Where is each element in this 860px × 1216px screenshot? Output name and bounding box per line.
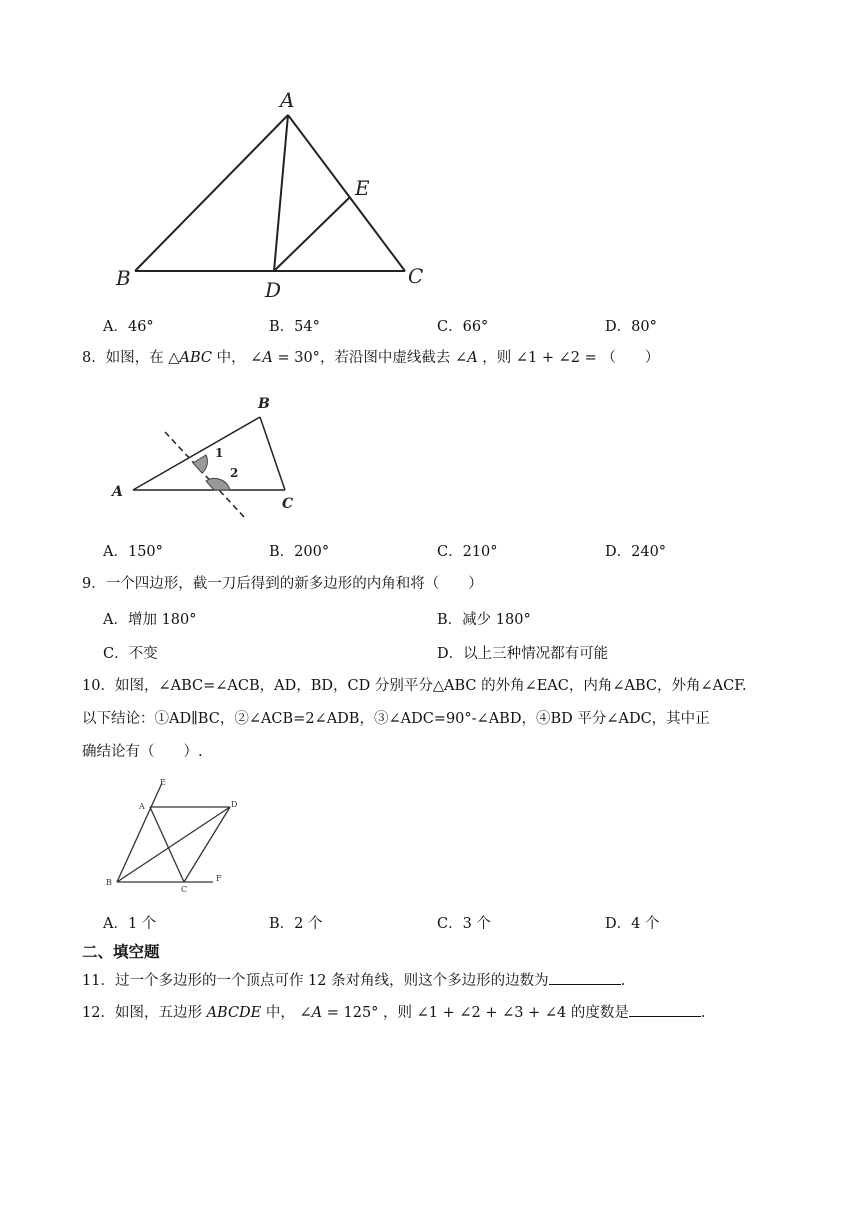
- label-d: D: [231, 800, 238, 809]
- q12-angle-symbol: ∠: [299, 1005, 312, 1021]
- segment-bc: [260, 417, 285, 490]
- label-a: A: [139, 802, 145, 811]
- segment-ad: [274, 115, 288, 271]
- q8-a: A: [262, 350, 273, 366]
- label-e: E: [160, 778, 166, 787]
- segment-ab: [133, 417, 260, 490]
- q11-end: .: [620, 973, 626, 989]
- q9-option-c[interactable]: C．不变: [103, 646, 158, 662]
- q8-text-1: 如图，在: [105, 350, 164, 366]
- q8-option-c[interactable]: C．210°: [437, 544, 498, 560]
- segment-ac: [288, 115, 405, 271]
- q7-option-c[interactable]: C．66°: [437, 319, 489, 335]
- q8-angle-symbol-2: ∠: [455, 350, 468, 366]
- q7-option-a[interactable]: A．46°: [103, 319, 154, 335]
- question-10-line-1: 10．如图，∠ABC=∠ACB，AD，BD，CD 分别平分△ABC 的外角∠EAC，内角∠ABC，外角∠ACF.: [82, 678, 747, 694]
- q8-option-d[interactable]: D．240°: [605, 544, 667, 560]
- section-title: 二、填空题: [82, 943, 160, 961]
- question-12: [82, 1002, 705, 1023]
- q8-number: 8．: [82, 350, 106, 366]
- q11-text: 11．过一个多边形的一个顶点可作 12 条对角线，则这个多边形的边数为: [82, 973, 549, 989]
- q8-triangle-symbol: △: [168, 350, 180, 366]
- q7-option-b[interactable]: B．54°: [269, 319, 320, 335]
- q10-option-c[interactable]: C．3 个: [437, 916, 491, 932]
- angle-2-marker: [206, 478, 230, 490]
- q10-option-d[interactable]: D．4 个: [605, 916, 660, 932]
- q12-text-2: 中，: [265, 1005, 295, 1021]
- q8-answer-paren: （ ）: [601, 350, 660, 366]
- q9-option-b[interactable]: B．减少 180°: [437, 612, 531, 628]
- label-b: B: [116, 266, 131, 290]
- label-a: A: [280, 88, 295, 112]
- q8-expression: ∠1 + ∠2 =: [515, 350, 597, 366]
- label-b: B: [106, 878, 112, 887]
- label-a: A: [112, 484, 123, 500]
- q9-option-d[interactable]: D．以上三种情况都有可能: [437, 646, 609, 662]
- triangle-cut-figure: [100, 390, 320, 520]
- question-10-line-3: 确结论有（ ）.: [82, 744, 203, 760]
- label-c: C: [408, 264, 424, 288]
- q12-expression: ∠1 + ∠2 + ∠3 + ∠4: [416, 1005, 567, 1021]
- question-8: [82, 348, 659, 368]
- q12-answer-blank[interactable]: [629, 1002, 701, 1017]
- question-11: [82, 970, 625, 991]
- label-angle-1: 1: [215, 446, 224, 460]
- q8-text-3: ，若沿图中虚线截去: [319, 350, 451, 366]
- triangle-abc-figure: [100, 85, 440, 300]
- q8-text-4: ，则: [482, 350, 512, 366]
- segment-ab: [135, 115, 288, 271]
- label-e: E: [355, 176, 370, 200]
- segment-dc: [184, 807, 230, 882]
- q8-a-2: A: [467, 350, 478, 366]
- q12-text-1: 12．如图，五边形: [82, 1005, 202, 1021]
- q12-text-4: 的度数是: [570, 1005, 629, 1021]
- segment-ac: [150, 807, 184, 882]
- q8-option-b[interactable]: B．200°: [269, 544, 330, 560]
- q10-option-b[interactable]: B．2 个: [269, 916, 323, 932]
- q9-option-a[interactable]: A．增加 180°: [103, 612, 197, 628]
- q12-abcde: ABCDE: [206, 1005, 262, 1021]
- q7-option-d[interactable]: D．80°: [605, 319, 657, 335]
- parallel-figure: [100, 775, 260, 895]
- label-f: F: [216, 874, 222, 883]
- question-9: 9．一个四边形，截一刀后得到的新多边形的内角和将（ ）: [82, 576, 483, 592]
- label-angle-2: 2: [230, 466, 239, 480]
- q8-text-2: 中，: [216, 350, 246, 366]
- q12-value: = 125°: [322, 1005, 379, 1021]
- label-b: B: [258, 396, 270, 412]
- label-c: C: [282, 496, 294, 512]
- q8-option-a[interactable]: A．150°: [103, 544, 163, 560]
- q8-abc: ABC: [179, 350, 212, 366]
- label-c: C: [181, 885, 188, 894]
- q11-answer-blank[interactable]: [549, 970, 621, 985]
- angle-1-marker: [193, 455, 207, 473]
- q12-end: .: [700, 1005, 706, 1021]
- q8-value: = 30°: [272, 350, 320, 366]
- q12-a: A: [311, 1005, 323, 1021]
- segment-de: [274, 197, 350, 271]
- label-d: D: [265, 278, 282, 300]
- q8-angle-symbol: ∠: [250, 350, 263, 366]
- q10-option-a[interactable]: A．1 个: [103, 916, 157, 932]
- question-10-line-2: 以下结论：①AD∥BC，②∠ACB=2∠ADB，③∠ADC=90°-∠ABD，④BD 平分∠ADC，其中正: [82, 711, 710, 727]
- q12-text-3: ，则: [383, 1005, 413, 1021]
